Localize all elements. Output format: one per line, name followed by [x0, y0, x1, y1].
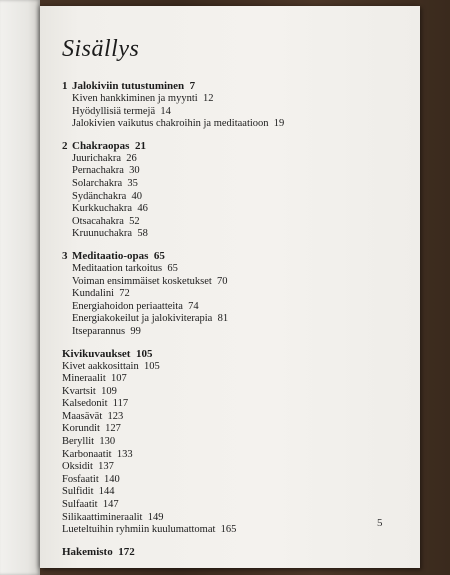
- entry-label: Mineraalit: [62, 373, 106, 385]
- entry-label: Meditaation tarkoitus: [72, 262, 163, 274]
- entry-label: Sydänchakra: [72, 190, 127, 202]
- section-heading: [62, 250, 392, 263]
- entry-label: Sulfaatit: [62, 499, 98, 511]
- entry-page: 107: [110, 373, 127, 385]
- entry-page: 14: [160, 105, 171, 117]
- toc-entry: [62, 106, 392, 119]
- entry-page: 99: [130, 325, 141, 337]
- toc-entry: [62, 165, 392, 178]
- toc-section: [62, 546, 392, 559]
- entry-label: Maasävät: [62, 410, 103, 422]
- section-number: 1: [62, 80, 68, 92]
- entry-label: Sulfidit: [62, 486, 94, 498]
- entry-page: 147: [102, 499, 119, 511]
- entry-label: Hyödyllisiä termejä: [72, 105, 156, 117]
- entry-page: 81: [217, 313, 229, 325]
- toc-entry: [62, 288, 392, 301]
- toc-entry: [62, 373, 392, 386]
- section-title: Kivikuvaukset: [62, 347, 131, 360]
- entry-page: 74: [188, 300, 199, 312]
- entry-label: Jalokivien vaikutus chakroihin ja meditaatioon: [72, 118, 269, 130]
- entry-page: 144: [98, 486, 115, 498]
- page-number: 5: [377, 517, 383, 529]
- toc-entry: [62, 276, 392, 289]
- entry-page: 133: [116, 448, 133, 460]
- section-page: 21: [134, 139, 146, 152]
- entry-page: 127: [105, 423, 121, 435]
- entry-page: 149: [147, 511, 164, 523]
- entry-page: 30: [129, 165, 140, 177]
- section-heading: [62, 80, 392, 93]
- entry-label: Kiven hankkiminen ja myynti: [72, 93, 198, 104]
- toc-entry: [62, 93, 392, 106]
- section-heading: [62, 348, 392, 361]
- entry-page: 140: [104, 473, 120, 485]
- entry-label: Pernachakra: [72, 165, 124, 177]
- entry-page: 130: [99, 436, 116, 448]
- entry-page: 19: [273, 118, 285, 130]
- toc-entry: [62, 228, 392, 241]
- entry-page: 137: [98, 461, 114, 473]
- toc-entry: [62, 398, 392, 411]
- toc-entry: [62, 486, 392, 499]
- entry-label: Kundalini: [72, 288, 114, 300]
- left-page-edge: [0, 0, 40, 575]
- toc-entry: [62, 361, 392, 374]
- toc-entry: [62, 461, 392, 474]
- section-title: Chakraopas: [72, 139, 130, 152]
- toc-entry: [62, 386, 392, 399]
- toc-entry: [62, 499, 392, 512]
- entry-page: 26: [126, 152, 137, 164]
- toc-section: [62, 140, 392, 241]
- entry-label: Otsacahakra: [72, 215, 124, 227]
- entry-page: 123: [107, 410, 124, 422]
- entry-page: 70: [217, 275, 228, 287]
- entry-label: Kalsedonit: [62, 398, 108, 410]
- toc-entry: [62, 118, 392, 131]
- toc-entry: [62, 301, 392, 314]
- entry-label: Korundit: [62, 423, 100, 435]
- entry-label: Karbonaatit: [62, 448, 112, 460]
- page-title: Sisällys: [62, 36, 140, 62]
- entry-label: Itseparannus: [72, 325, 126, 337]
- entry-page: 40: [131, 190, 142, 202]
- toc-entry: [62, 191, 392, 204]
- entry-label: Voiman ensimmäiset kosketukset: [72, 275, 212, 287]
- entry-label: Kruunuchakra: [72, 228, 133, 240]
- toc-entry: [62, 326, 392, 339]
- entry-label: Energiakokeilut ja jalokiviterapia: [72, 313, 213, 325]
- entry-label: Fosfaatit: [62, 473, 99, 485]
- section-heading: [62, 546, 392, 559]
- entry-page: 105: [143, 360, 160, 372]
- section-title: Jalokiviin tutustuminen: [72, 80, 185, 92]
- toc-entry: [62, 524, 392, 537]
- entry-page: 46: [137, 203, 148, 215]
- toc-entry: [62, 449, 392, 462]
- section-page: 7: [189, 80, 196, 92]
- entry-page: 35: [127, 177, 138, 189]
- entry-label: Juurichakra: [72, 152, 121, 164]
- toc-entry: [62, 203, 392, 216]
- toc-entry: [62, 411, 392, 424]
- toc-section: [62, 80, 392, 131]
- section-page: 172: [118, 545, 135, 558]
- entry-page: 109: [101, 385, 117, 397]
- section-number: 3: [62, 249, 68, 262]
- toc-entry: [62, 263, 392, 276]
- section-page: 105: [135, 347, 153, 360]
- toc-entry: [62, 216, 392, 229]
- entry-page: 165: [220, 524, 237, 536]
- entry-page: 52: [129, 215, 140, 227]
- entry-page: 58: [137, 228, 148, 240]
- toc-entry: [62, 178, 392, 191]
- section-page: 65: [153, 249, 165, 262]
- toc-section: [62, 348, 392, 537]
- toc-entry: [62, 474, 392, 487]
- entry-page: 72: [119, 288, 130, 300]
- entry-label: Kivet aakkosittain: [62, 360, 139, 372]
- section-number: 2: [62, 139, 68, 152]
- toc-section: [62, 250, 392, 339]
- entry-label: Beryllit: [62, 436, 95, 448]
- toc-entry: [62, 512, 392, 525]
- entry-label: Silikaattimineraalit: [62, 511, 143, 523]
- entry-page: 12: [202, 93, 214, 104]
- section-heading: [62, 140, 392, 153]
- toc-entry: [62, 436, 392, 449]
- entry-label: Kurkkuchakra: [72, 203, 133, 215]
- entry-page: 117: [112, 398, 129, 410]
- toc-entry: [62, 153, 392, 166]
- table-of-contents: [62, 80, 392, 568]
- entry-page: 65: [167, 262, 178, 274]
- entry-label: Oksidit: [62, 461, 93, 473]
- section-title: Meditaatio-opas: [72, 249, 149, 262]
- entry-label: Solarchakra: [72, 177, 123, 189]
- toc-entry: [62, 313, 392, 326]
- entry-label: Kvartsit: [62, 385, 96, 397]
- entry-label: Energiahoidon periaatteita: [72, 300, 183, 312]
- section-title: Hakemisto: [62, 545, 113, 558]
- entry-label: Lueteltuihin ryhmiin kuulumattomat: [62, 524, 216, 536]
- toc-entry: [62, 423, 392, 436]
